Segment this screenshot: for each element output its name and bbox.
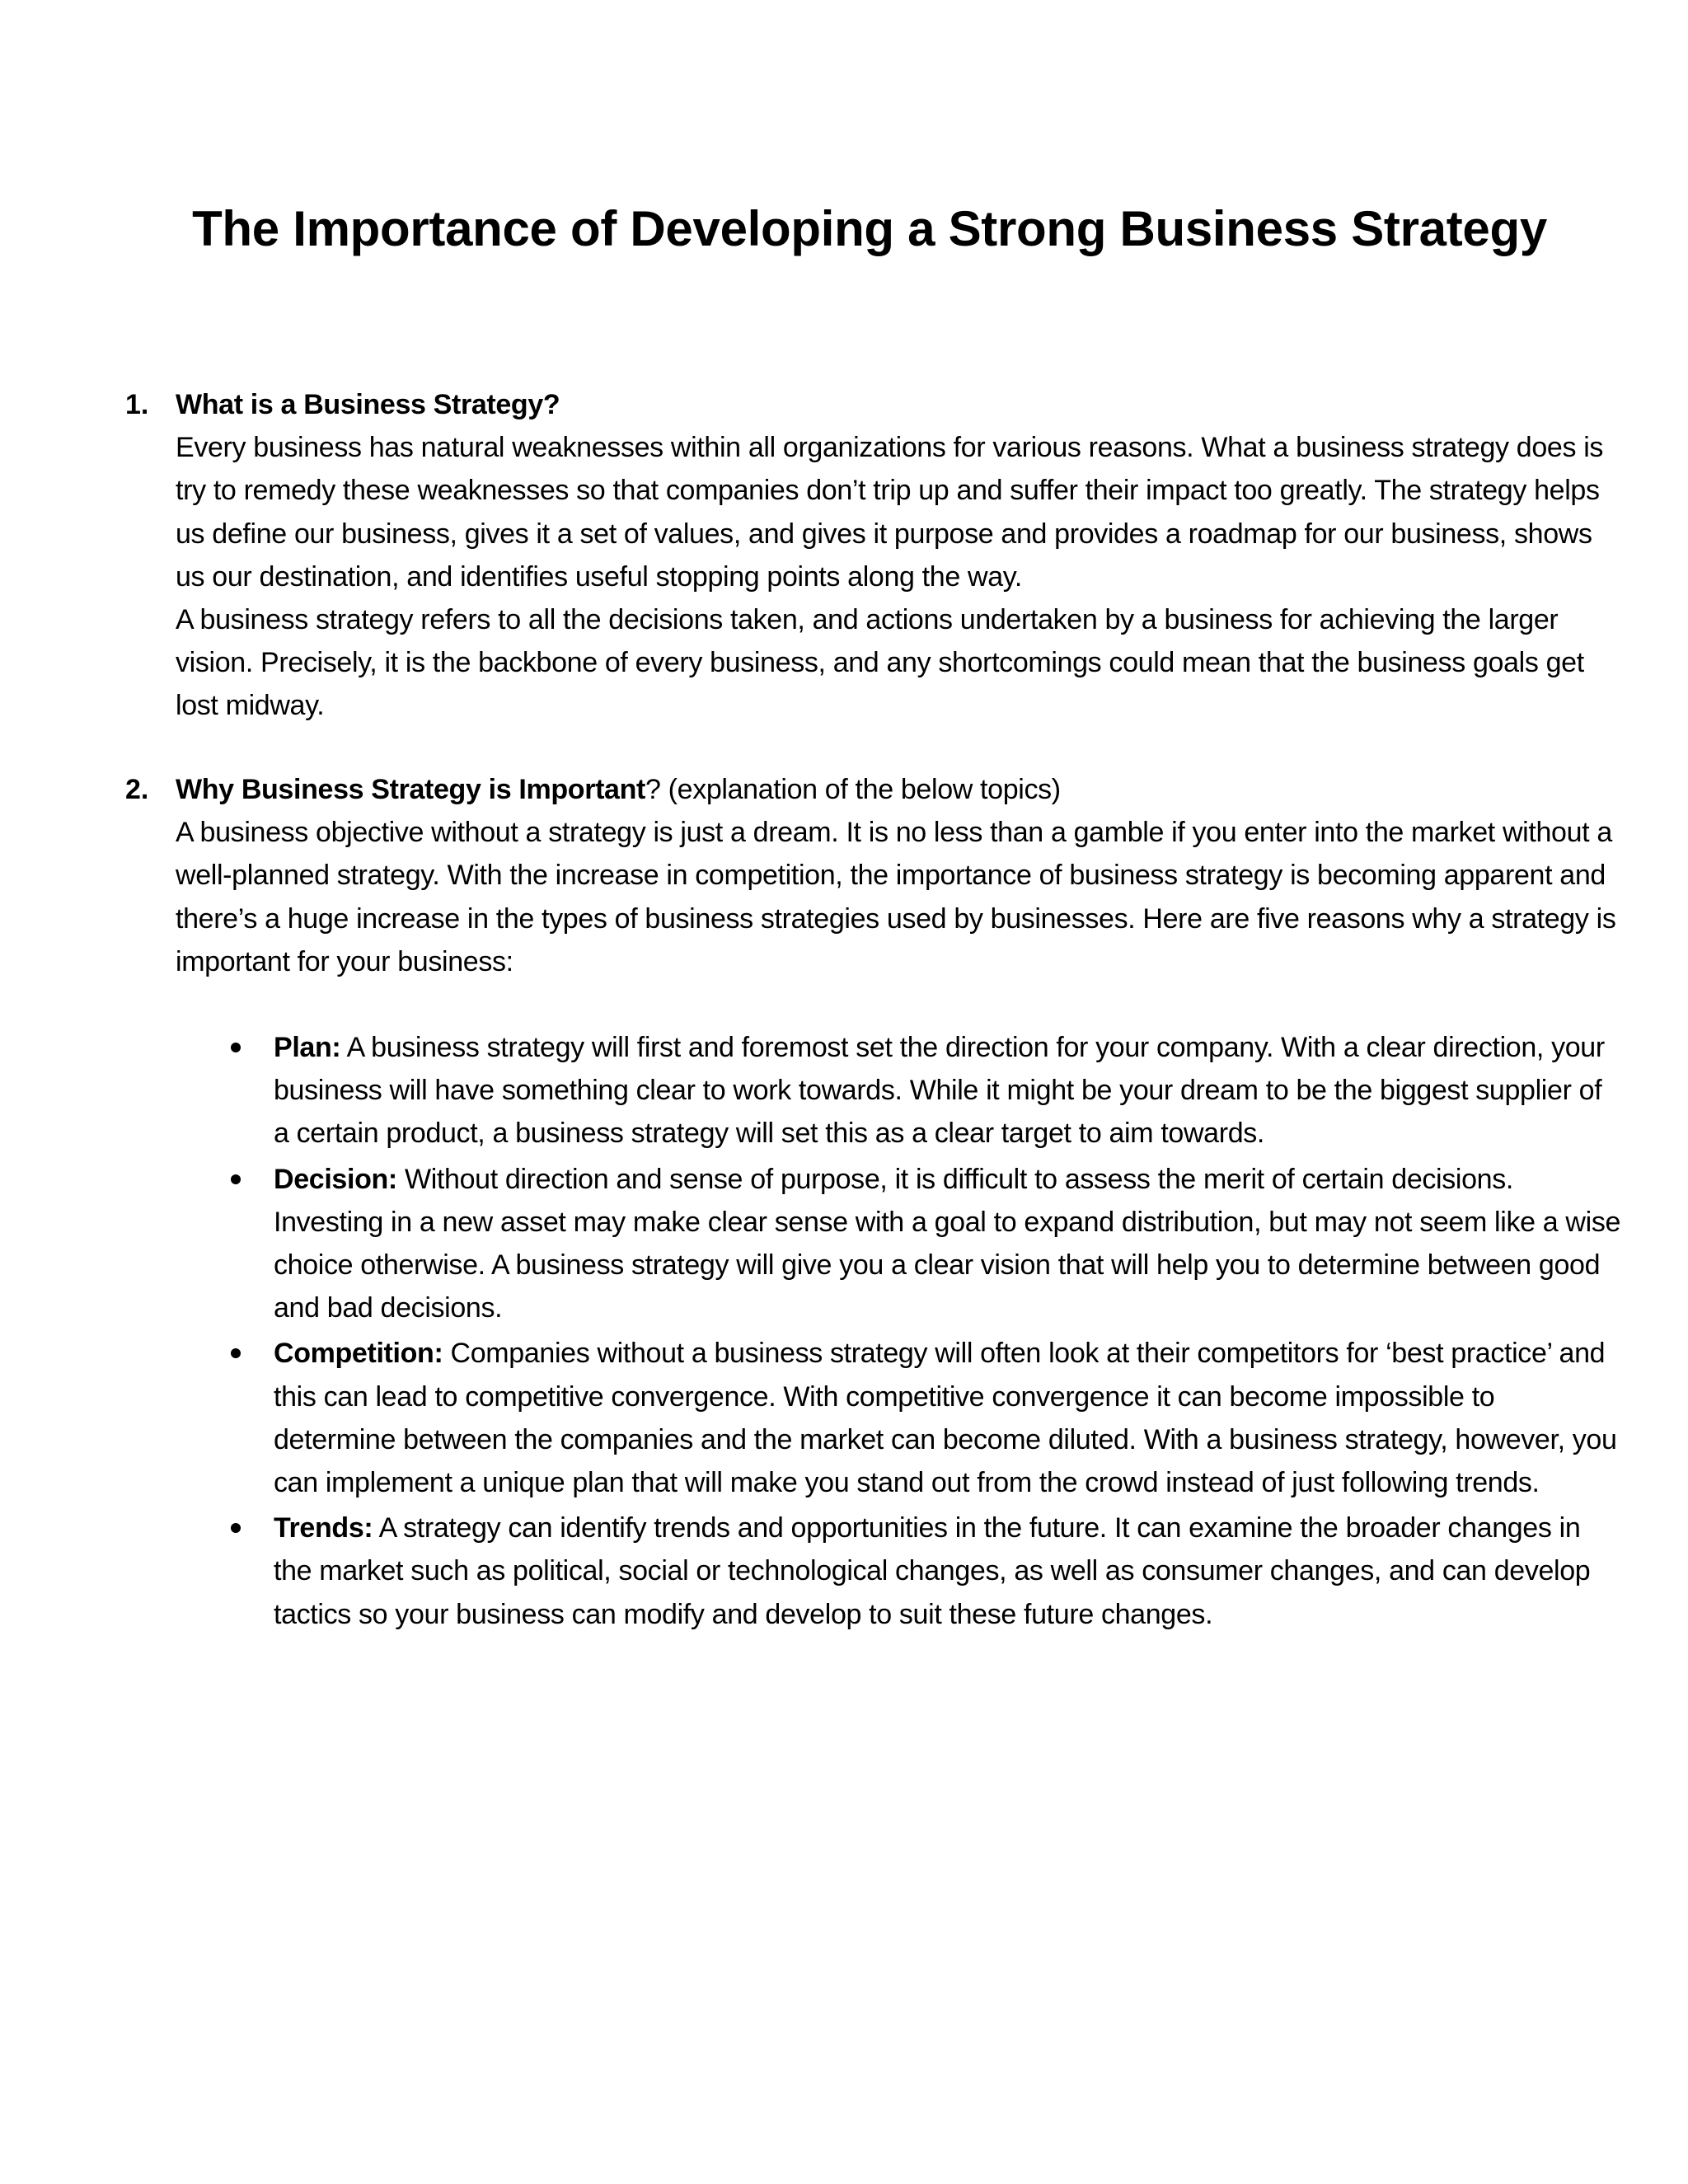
bullet-term: Decision:: [274, 1163, 397, 1195]
bullet-item-competition: [223, 1332, 1624, 1504]
section-number: 2.: [125, 774, 149, 805]
section-heading-line: [176, 383, 1621, 426]
bullet-dot-icon: [231, 1348, 241, 1358]
section-paragraph: A business strategy refers to all the decisions taken, and actions undertaken by a business for achieving the larger vision. Precisely, it is the backbone of every business, and any shortcomings could mean that the business goals get lost midway.: [176, 604, 1584, 722]
section-heading-line: [176, 768, 1621, 811]
bullet-item-plan: [223, 1026, 1624, 1155]
bullet-dot-icon: [231, 1043, 241, 1052]
reasons-bullet-list: [223, 1026, 1624, 1638]
section-paragraph: Every business has natural weaknesses within all organizations for various reasons. What a business strategy does is try to remedy these weaknesses so that companies don’t trip up and suffer their impact too greatly. The strategy helps us define our business, gives it a set of values, and gives it purpose and provides a roadmap for our business, shows us our destination, and identifies useful stopping points along the way.: [176, 432, 1604, 593]
section-heading: Why Business Strategy is Important: [176, 774, 646, 805]
bullet-text: A strategy can identify trends and opportunities in the future. It can examine the broader changes in the market such as political, social or technological changes, as well as consumer changes, and can develop tactics so your business can modify and develop to suit these future changes.: [274, 1512, 1591, 1630]
section-body: [176, 383, 1621, 728]
bullet-term: Competition:: [274, 1338, 443, 1370]
section-why-strategy-important: [125, 768, 1621, 983]
bullet-text: Without direction and sense of purpose, it is difficult to assess the merit of certain decisions. Investing in a new asset may make clear sense with a goal to expand distribution, but may not seem like a wise choice otherwise. A business strategy will give you a clear vision that will help you to determine between good and bad decisions.: [274, 1163, 1621, 1324]
bullet-item-trends: [223, 1507, 1624, 1636]
document-title: The Importance of Developing a Strong Business Strategy: [192, 201, 1547, 256]
section-heading: What is a Business Strategy?: [176, 389, 560, 420]
section-number: 1.: [125, 389, 149, 420]
bullet-term: Trends:: [274, 1512, 373, 1544]
bullet-dot-icon: [231, 1523, 241, 1533]
section-what-is-strategy: [125, 383, 1621, 728]
bullet-dot-icon: [231, 1174, 241, 1184]
section-heading-suffix: ? (explanation of the below topics): [645, 774, 1061, 805]
bullet-text: Companies without a business strategy will often look at their competitors for ‘best practice’ and this can lead to competitive convergence. With competitive convergence it can become impossible to determine between the companies and the market can become diluted. With a business strategy, however, you can implement a unique plan that will make you stand out from the crowd instead of just following trends.: [274, 1338, 1617, 1499]
bullet-term: Plan:: [274, 1032, 341, 1063]
section-body: [176, 768, 1621, 983]
section-paragraph: A business objective without a strategy is just a dream. It is no less than a gamble if you enter into the market without a well-planned strategy. With the increase in competition, the importance of business strategy is becoming apparent and there’s a huge increase in the types of business strategies used by businesses. Here are five reasons why a strategy is important for your business:: [176, 817, 1616, 977]
bullet-item-decision: [223, 1158, 1624, 1330]
bullet-text: A business strategy will first and foremost set the direction for your company. With a clear direction, your business will have something clear to work towards. While it might be your dream to be the biggest supplier of a certain product, a business strategy will set this as a clear target to aim towards.: [274, 1032, 1605, 1150]
